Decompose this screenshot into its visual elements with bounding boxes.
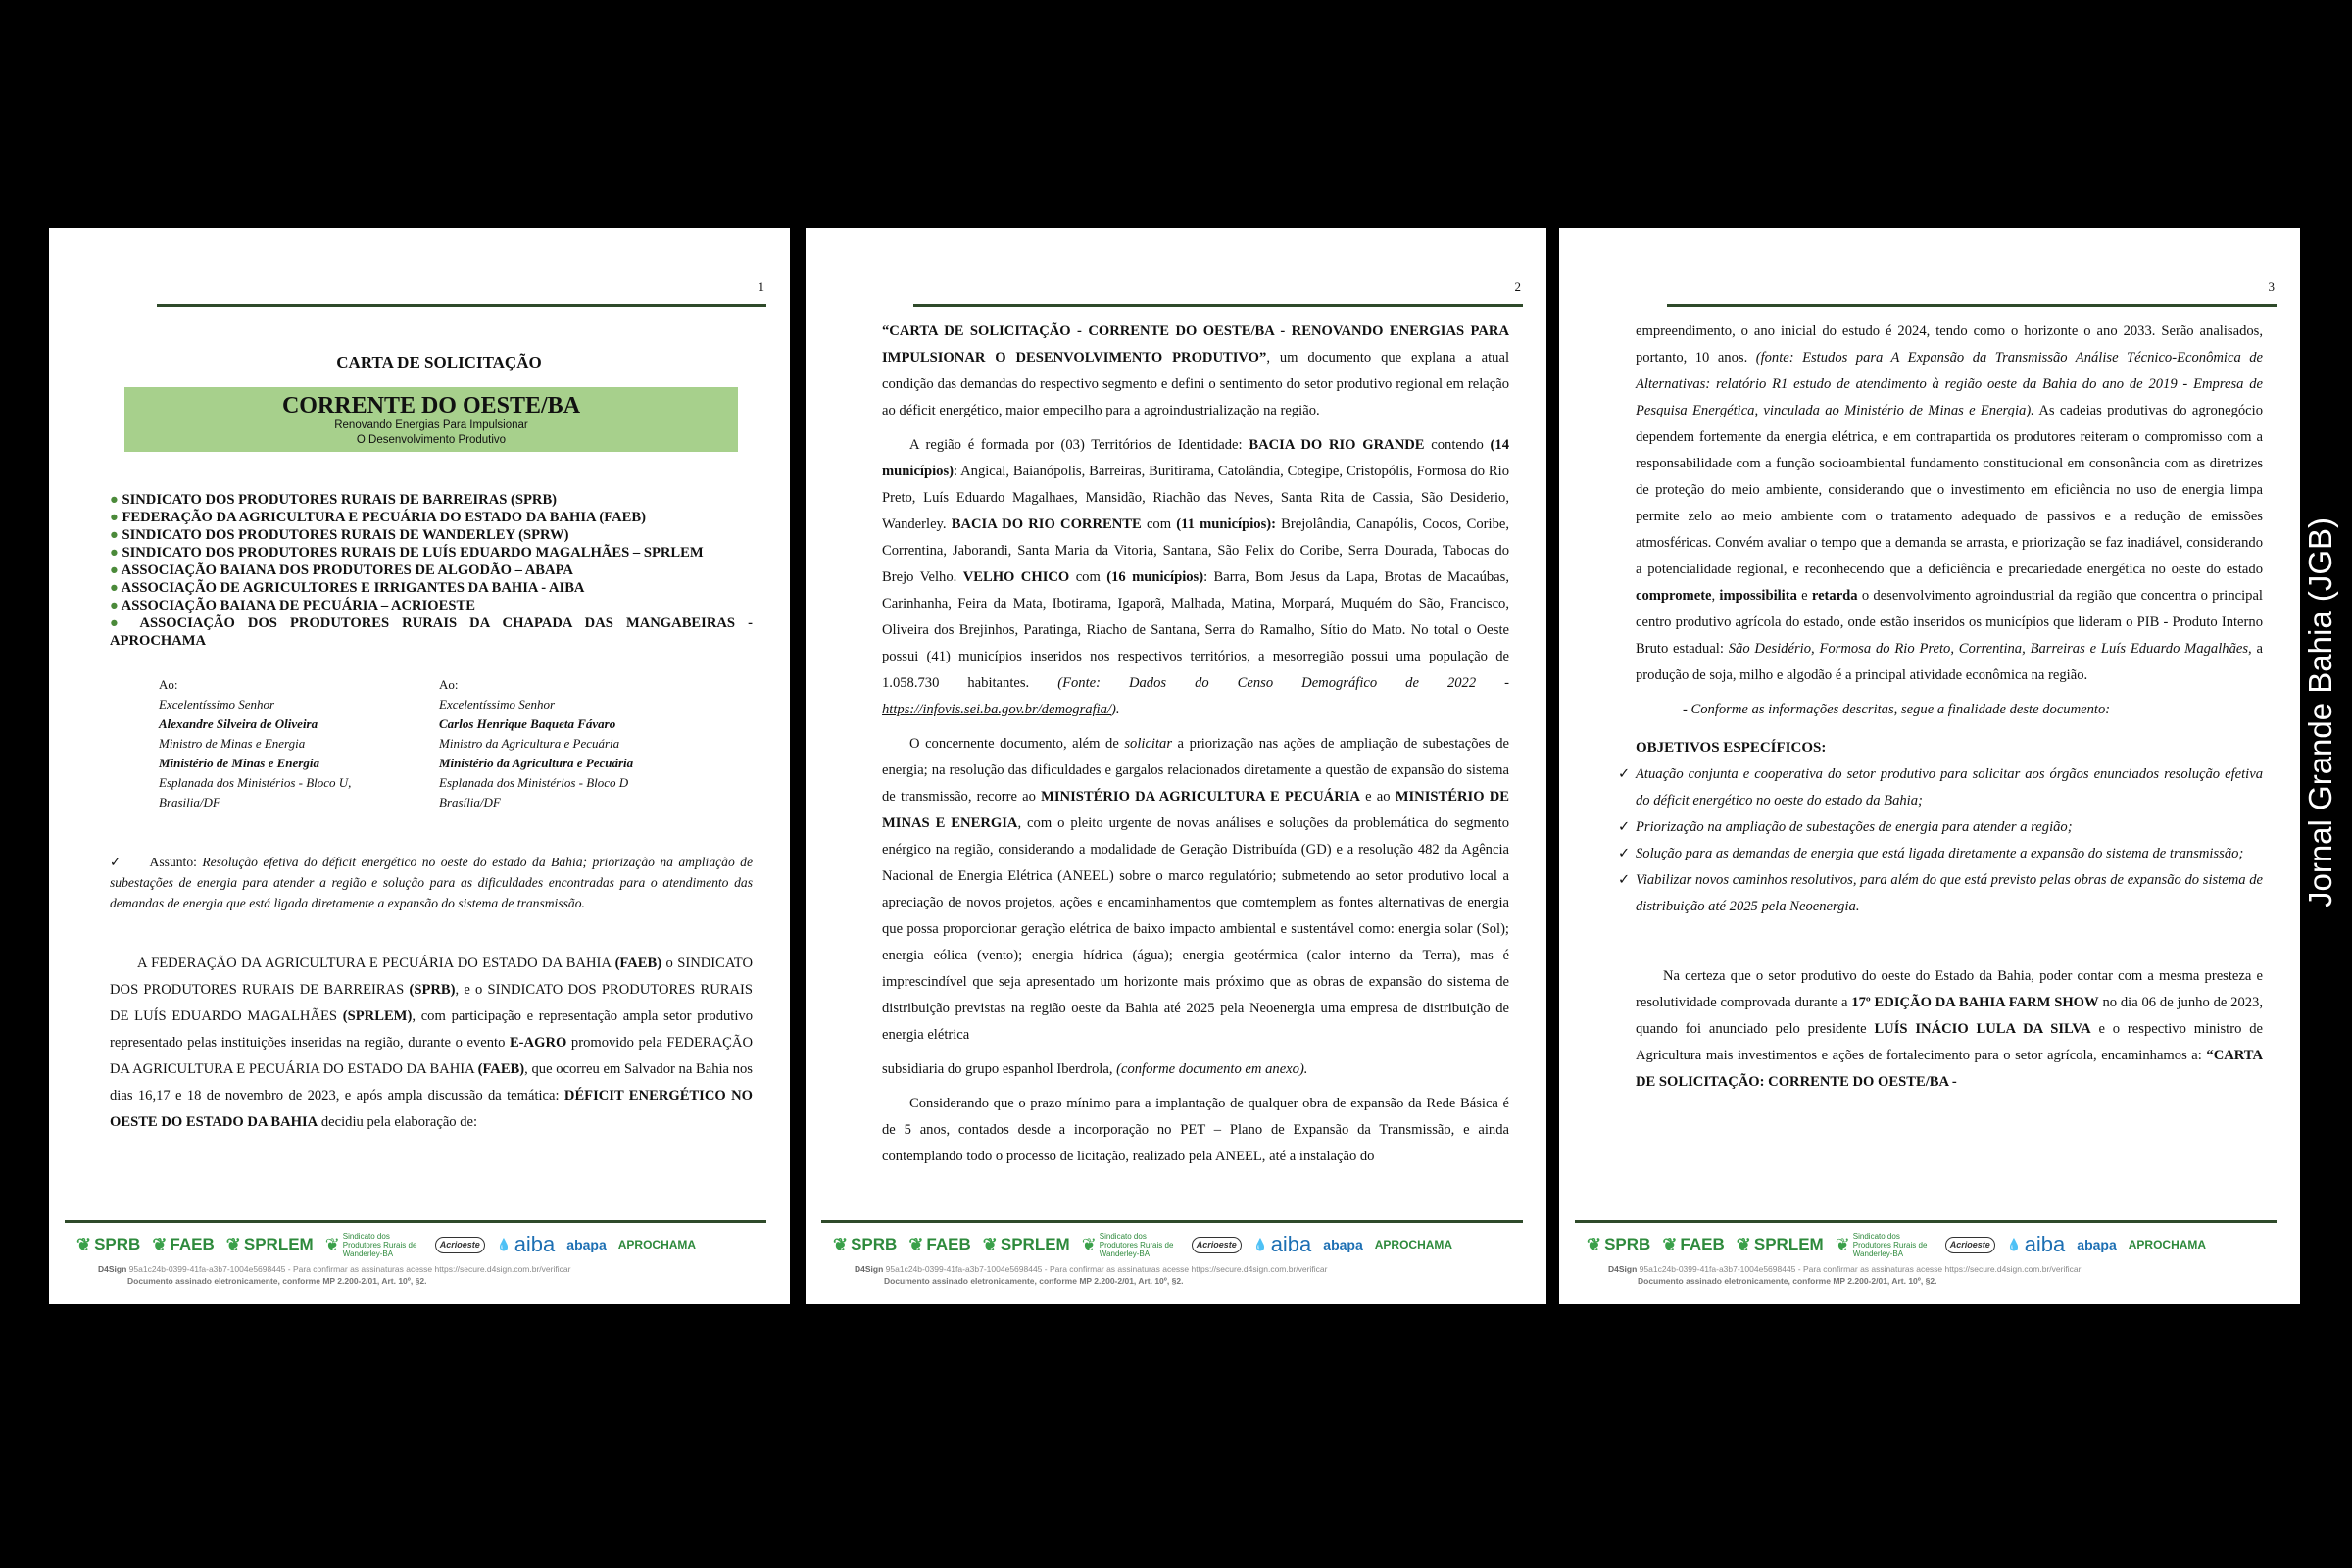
signature-verification	[855, 1263, 1537, 1287]
logo-acrioeste: Acrioeste	[1945, 1237, 1995, 1253]
text-run: VELHO CHICO	[962, 569, 1070, 585]
text-run: : Angical, Baianópolis, Barreiras, Buritirama, Catolândia, Cotegipe, Cristopólis, Formosa do Rio Preto, Luís Eduardo Magalhaes, Mansidão, Riachão das Neves, Santa Rita de Cassia, São Desiderio, Wanderley.	[882, 464, 1509, 532]
text-run: contendo	[1424, 437, 1491, 453]
text-run: BACIA DO RIO CORRENTE	[951, 516, 1142, 532]
page-number: 1	[758, 279, 764, 294]
text-run: com	[1141, 516, 1177, 532]
text-run: São Desidério, Formosa do Rio Preto, Correntina, Barreiras e Luís Eduardo Magalhães	[1728, 641, 2249, 657]
bullet-icon: ●	[110, 563, 122, 578]
page-content	[882, 318, 1509, 1178]
body-paragraph	[882, 731, 1509, 1049]
logo-aiba: 💧 aiba	[496, 1232, 556, 1256]
text-run: (16 municípios)	[1106, 569, 1204, 585]
d4sign-label: D4Sign	[855, 1264, 884, 1274]
header-rule	[157, 304, 766, 307]
bullet-icon: ●	[110, 580, 122, 596]
text-run: ,	[1711, 588, 1720, 604]
d4sign-link[interactable]: 95a1c24b-0399-41fa-a3b7-1004e5698445 - Para confirmar as assinaturas acesse https://secure.d4sign.com.br/verificar	[1639, 1264, 2082, 1274]
bullet-icon: ●	[110, 545, 122, 561]
text-run: 17º EDIÇÃO DA BAHIA FARM SHOW	[1851, 995, 2099, 1010]
logo-abapa: abapa	[1323, 1237, 1363, 1252]
letter-title: CARTA DE SOLICITAÇÃO	[336, 353, 542, 371]
banner-title: CORRENTE DO OESTE/BA	[281, 393, 581, 418]
text-run: A região é formada por (03) Territórios de Identidade:	[909, 437, 1250, 453]
text-run: subsidiaria do grupo espanhol Iberdrola,	[882, 1061, 1117, 1077]
signed-note: Documento assinado eletronicamente, conforme MP 2.200-2/01, Art. 10º, §2.	[1638, 1276, 1937, 1286]
leaf-icon: ❦	[152, 1235, 168, 1254]
objective-item: ✓ Solução para as demandas de energia que está ligada diretamente a expansão do sistema de transmissão;	[1636, 841, 2263, 867]
document-page-1	[49, 228, 790, 1304]
logo-sindicato: ❦ Sindicato dos Produtores Rurais de Wanderley-BA	[1081, 1231, 1174, 1258]
partner-logos	[76, 1230, 780, 1259]
leaf-icon: ❦	[908, 1235, 924, 1254]
document-page-3	[1559, 228, 2300, 1304]
leaf-icon: ❦	[833, 1235, 849, 1254]
logo-sprb: ❦ SPRB	[833, 1235, 898, 1254]
text-run: : Barra, Bom Jesus da Lapa, Brotas de Macaúbas, Carinhanha, Feira da Mata, Ibotirama, Igaporã, Malhada, Matina, Morpará, Muquém do São, Francisco, Oliveira dos Brejinhos, Paratinga, Riacho de Santana, Serra do Ramalho, Sítio do Mato. No total o Oeste possui (41) municípios inseridos nos respectivos territórios, a mesorregião possui uma população de 1.058.730 habitantes.	[882, 569, 1509, 691]
text-run: (conforme documento em anexo).	[1116, 1061, 1308, 1077]
objectives-heading: OBJETIVOS ESPECÍFICOS:	[1636, 740, 1827, 756]
subject-label: Assunto:	[149, 855, 197, 869]
text-run: , a produção de soja, milho e algodão é a principal atividade econômica na região.	[1636, 641, 2263, 683]
body-paragraph	[882, 1056, 1509, 1083]
body-paragraph	[1636, 318, 2263, 689]
document-page-2	[806, 228, 1546, 1304]
page-footer	[833, 1230, 1537, 1287]
purpose-note: - Conforme as informações descritas, segue a finalidade deste documento:	[1683, 702, 2111, 717]
logo-aiba: 💧 aiba	[1252, 1232, 1312, 1256]
logo-sprlem: ❦ SPRLEM	[1736, 1235, 1824, 1254]
header-rule	[913, 304, 1523, 307]
logo-acrioeste: Acrioeste	[1192, 1237, 1242, 1253]
recipient-1: Ao: Excelentíssimo Senhor Alexandre Silveira de Oliveira Ministro de Minas e Energia Ministério de Minas e Energia Esplanada dos Ministérios - Bloco U, Brasilia/DF	[159, 675, 439, 812]
page-number: 3	[2268, 279, 2275, 294]
text-run: e o respectivo ministro de Agricultura mais investimentos e ações de fortalecimento para o setor agrícola, encaminhamos a:	[1636, 1021, 2264, 1063]
page-footer	[1587, 1230, 2290, 1287]
bullet-icon: ●	[110, 615, 140, 631]
text-run: Considerando que o prazo mínimo para a implantação de qualquer obra de expansão da Rede Básica é de 5 anos, contados desde a incorporação no PET – Plano de Expansão da Transmissão, e ainda contemplando todo o processo de licitação, realizado pela ANEEL, até a instalação do	[882, 1096, 1509, 1164]
body-paragraph	[882, 432, 1509, 723]
bullet-icon: ●	[110, 492, 122, 508]
leaf-icon: ❦	[1081, 1234, 1097, 1254]
text-run: o SINDICATO DOS PRODUTORES RURAIS DE BARREIRAS	[110, 956, 754, 998]
text-run: As cadeias produtivas do agronegócio dependem fortemente da energia elétrica, e em contrapartida os produtores reiteram o compromisso com a responsabilidade com a função socioambiental fundamento constitucional em consonância com as diretrizes de proteção do meio ambiente, considerando que o investimento em eficiência no uso de energia limpa permite zelo ao meio ambiente com o tratamento adequado de passivos e a redução de emissões atmosféricas. Convém avaliar o tempo que a demanda se arrasta, e priorização se faz inadiável, considerando a potencialidade regional, e reconhecendo que a deficiência e precariedade energética no oeste do estado	[1636, 403, 2263, 577]
logo-acrioeste: Acrioeste	[435, 1237, 485, 1253]
logo-sindicato: ❦ Sindicato dos Produtores Rurais de Wanderley-BA	[324, 1231, 417, 1258]
leaf-icon: ❦	[1835, 1234, 1850, 1254]
text-run: , um documento que explana a atual condição das demandas do respectivo segmento e defini o sentimento do setor produtivo regional em relação ao déficit energético, maior empecilho para a agroindustrialização na região.	[882, 350, 1510, 418]
organization-item: ● FEDERAÇÃO DA AGRICULTURA E PECUÁRIA DO ESTADO DA BAHIA (FAEB)	[110, 510, 646, 525]
text-run: E-AGRO	[509, 1035, 567, 1051]
text-run: solicitar	[1124, 736, 1173, 752]
closing-paragraph	[1636, 963, 2263, 1096]
text-run: e	[1796, 588, 1812, 604]
text-run: (Fonte: Dados do Censo Demográfico de 2022 -	[1057, 675, 1509, 691]
text-run: , e o SINDICATO DOS PRODUTORES RURAIS DE LUÍS EDUARDO MAGALHÃES	[110, 982, 753, 1024]
recipient-name: Carlos Henrique Baqueta Fávaro	[439, 716, 616, 731]
signature-verification	[1608, 1263, 2290, 1287]
logo-abapa: abapa	[566, 1237, 607, 1252]
logo-aprochama: APROCHAMA	[617, 1238, 697, 1251]
text-run: ).	[1111, 702, 1120, 717]
body-paragraph	[882, 318, 1509, 424]
recipient-2: Ao: Excelentíssimo Senhor Carlos Henrique Baqueta Fávaro Ministro da Agricultura e Pecuária Ministério da Agricultura e Pecuária Esplanada dos Ministérios - Bloco D Brasília/DF	[439, 675, 719, 812]
text-run: empreendimento, o ano inicial do estudo é 2024, tendo como o horizonte o ano 2033. Serão analisados, portanto, 10 anos.	[1636, 323, 2263, 366]
drop-icon: 💧	[1252, 1238, 1268, 1251]
text-run: (SPRB)	[409, 982, 456, 998]
text-run: a priorização nas ações de ampliação de subestações de energia; na resolução das dificuldades e gargalos relacionados diretamente a questão de expansão do sistema de transmissão, recorre ao	[882, 736, 1510, 805]
organization-item: ● SINDICATO DOS PRODUTORES RURAIS DE BARREIRAS (SPRB)	[110, 492, 558, 508]
text-run: (SPRLEM)	[342, 1008, 413, 1024]
page-content	[1618, 318, 2264, 1103]
leaf-icon: ❦	[324, 1234, 340, 1254]
check-icon: ✓	[110, 855, 123, 869]
organization-item: ● ASSOCIAÇÃO DOS PRODUTORES RURAIS DA CHAPADA DAS MANGABEIRAS - APROCHAMA	[110, 615, 753, 649]
drop-icon: 💧	[496, 1238, 512, 1251]
footer-rule	[821, 1220, 1523, 1223]
text-run: LUÍS INÁCIO LULA DA SILVA	[1874, 1021, 2091, 1037]
logo-faeb: ❦ FAEB	[908, 1235, 971, 1254]
organization-item: ● SINDICATO DOS PRODUTORES RURAIS DE WANDERLEY (SPRW)	[110, 527, 569, 543]
logo-sprb: ❦ SPRB	[1587, 1235, 1651, 1254]
text-run: com	[1069, 569, 1107, 585]
source-link[interactable]: https://infovis.sei.ba.gov.br/demografia/	[882, 702, 1112, 717]
text-run: impossibilita	[1719, 588, 1797, 604]
text-run: promovido pela FEDERAÇÃO DA AGRICULTURA E PECUÁRIA DO ESTADO DA BAHIA	[110, 1035, 753, 1077]
text-run: (11 municípios):	[1176, 516, 1276, 532]
text-run: o desenvolvimento agroindustrial da região que concentra o principal centro produtivo agrícola do estado, onde estão inseridos os municípios que lideram o PIB - Produto Interno Bruto estadual:	[1636, 588, 2263, 657]
banner-subtitle-1: Renovando Energias Para Impulsionar	[334, 419, 528, 431]
logo-faeb: ❦ FAEB	[152, 1235, 215, 1254]
logo-aprochama: APROCHAMA	[2128, 1238, 2207, 1251]
bullet-icon: ●	[110, 510, 122, 525]
logo-sprb: ❦ SPRB	[76, 1235, 141, 1254]
signed-note: Documento assinado eletronicamente, conforme MP 2.200-2/01, Art. 10º, §2.	[884, 1276, 1184, 1286]
objective-item: ✓ Priorização na ampliação de subestações de energia para atender a região;	[1636, 814, 2263, 841]
check-icon: ✓	[1618, 846, 1631, 861]
leaf-icon: ❦	[1736, 1235, 1751, 1254]
text-run: , com participação e representação ampla setor produtivo representado pelas instituições inseridas na região, durante o evento	[110, 1008, 753, 1051]
check-icon: ✓	[1618, 766, 1631, 782]
text-run: A FEDERAÇÃO DA AGRICULTURA E PECUÁRIA DO ESTADO DA BAHIA	[137, 956, 615, 971]
organization-item: ● ASSOCIAÇÃO BAIANA DE PECUÁRIA – ACRIOESTE	[110, 598, 475, 613]
text-run: (14 municípios)	[882, 437, 1509, 479]
text-run: O concernente documento, além de	[909, 736, 1125, 752]
subject	[110, 852, 753, 913]
leaf-icon: ❦	[1662, 1235, 1678, 1254]
subject-text: Resolução efetiva do déficit energético no oeste do estado da Bahia; priorização na ampliação de subestações de energia para atender a região e solução para as dificuldades encontradas para o atendimento das demandas de energia que está ligada diretamente a expansão do sistema de transmissão.	[110, 855, 753, 910]
text-run: (FAEB)	[477, 1061, 525, 1077]
text-run: (fonte: Estudos para A Expansão da Transmissão Análise Técnico-Econômica de Alternativas: relatório R1 estudo de atendimento à região oeste da Bahia do ano de 2019 - Empresa de Pesquisa Energética, vinculada ao Ministério de Minas e Energia).	[1636, 350, 2263, 418]
watermark: Jornal Grande Bahia (JGB)	[2302, 516, 2338, 908]
text-run: MINISTÉRIO DE MINAS E ENERGIA	[882, 789, 1509, 831]
text-run: “CARTA DE SOLICITAÇÃO: CORRENTE DO OESTE/BA -	[1636, 1048, 2263, 1090]
text-run: (FAEB)	[614, 956, 662, 971]
organization-item: ● ASSOCIAÇÃO DE AGRICULTORES E IRRIGANTES DA BAHIA - AIBA	[110, 580, 585, 596]
recipient-name: Alexandre Silveira de Oliveira	[159, 716, 318, 731]
d4sign-link[interactable]: 95a1c24b-0399-41fa-a3b7-1004e5698445 - Para confirmar as assinaturas acesse https://secure.d4sign.com.br/verificar	[128, 1264, 571, 1274]
partner-logos	[1587, 1230, 2290, 1259]
recipients	[159, 675, 753, 812]
d4sign-label: D4Sign	[1608, 1264, 1638, 1274]
text-run: “CARTA DE SOLICITAÇÃO - CORRENTE DO OESTE/BA - RENOVANDO ENERGIAS PARA IMPULSIONAR O DESENVOLVIMENTO PRODUTIVO”	[882, 323, 1509, 366]
text-run: DÉFICIT ENERGÉTICO NO OESTE DO ESTADO DA BAHIA	[110, 1088, 753, 1130]
page-content	[110, 318, 754, 1136]
text-run: e ao	[1359, 789, 1396, 805]
text-run: , que ocorreu em Salvador na Bahia nos dias 16,17 e 18 de novembro de 2023, e após ampla discussão da temática:	[110, 1061, 753, 1103]
body-paragraph	[882, 1091, 1509, 1170]
logo-faeb: ❦ FAEB	[1662, 1235, 1725, 1254]
partner-logos	[833, 1230, 1537, 1259]
text-run: MINISTÉRIO DA AGRICULTURA E PECUÁRIA	[1041, 789, 1360, 805]
text-run: , com o pleito urgente de novas análises e soluções da problemática do segmento enérgico na região, considerando a modalidade de Geração Distribuída (GD) e a resolução 482 da Agência Nacional de Energia Elétrica (ANEEL) sobre o marco regulatório; submetendo ao setor produtivo local a apreciação de novos projetos, ações e encaminhamentos que comtemplem as fontes alternativas de energia que possa proporcionar geração elétrica de baixo impacto ambiental e sustentável como: energia solar (Sol); energia eólica (vento); energia hídrica (água); energia geotérmica (calor interno da Terra), mas é imprescindível que seja apresentado um horizonte mais próximo que as obras de expansão do sistema de distribuição previstas na região oeste da Bahia até 2025 pela Neoenergia uma empresa de distribuição de energia elétrica	[882, 815, 1510, 1043]
text-run: decidiu pela elaboração de:	[318, 1114, 478, 1130]
leaf-icon: ❦	[225, 1235, 241, 1254]
text-run: no dia 06 de junho de 2023, quando foi anunciado pelo presidente	[1636, 995, 2263, 1037]
organization-list	[110, 491, 753, 650]
signed-note: Documento assinado eletronicamente, conforme MP 2.200-2/01, Art. 10º, §2.	[127, 1276, 427, 1286]
text-run: BACIA DO RIO GRANDE	[1249, 437, 1425, 453]
leaf-icon: ❦	[982, 1235, 998, 1254]
logo-aiba: 💧 aiba	[2006, 1232, 2066, 1256]
leaf-icon: ❦	[1587, 1235, 1602, 1254]
page-footer	[76, 1230, 780, 1287]
logo-sindicato: ❦ Sindicato dos Produtores Rurais de Wanderley-BA	[1835, 1231, 1928, 1258]
body-paragraph	[110, 951, 753, 1136]
footer-rule	[65, 1220, 766, 1223]
logo-sprlem: ❦ SPRLEM	[982, 1235, 1070, 1254]
text-run: compromete	[1636, 588, 1712, 604]
text-run: Na certeza que o setor produtivo do oeste do Estado da Bahia, poder contar com a mesma presteza e resolutividade comprovada durante a	[1636, 968, 2263, 1010]
drop-icon: 💧	[2006, 1238, 2022, 1251]
organization-item: ● ASSOCIAÇÃO BAIANA DOS PRODUTORES DE ALGODÃO – ABAPA	[110, 563, 573, 578]
logo-abapa: abapa	[2077, 1237, 2117, 1252]
page-number: 2	[1514, 279, 1521, 294]
text-run: Brejolândia, Canapólis, Cocos, Coribe, Correntina, Jaborandi, Santa Maria da Vitoria, Santana, São Felix do Coribe, Serra Dourada, Tabocas do Brejo Velho.	[882, 516, 1510, 585]
d4sign-link[interactable]: 95a1c24b-0399-41fa-a3b7-1004e5698445 - Para confirmar as assinaturas acesse https://secure.d4sign.com.br/verificar	[885, 1264, 1328, 1274]
check-icon: ✓	[1618, 872, 1631, 888]
footer-rule	[1575, 1220, 2277, 1223]
check-icon: ✓	[1618, 819, 1631, 835]
header-rule	[1667, 304, 2277, 307]
leaf-icon: ❦	[76, 1235, 92, 1254]
objective-item: ✓ Atuação conjunta e cooperativa do setor produtivo para solicitar aos órgãos enunciados resolução efetiva do déficit energético no oeste do estado da Bahia;	[1636, 761, 2263, 814]
d4sign-label: D4Sign	[98, 1264, 127, 1274]
objective-item: ✓ Viabilizar novos caminhos resolutivos, para além do que está previsto pelas obras de expansão do sistema de distribuição até 2025 pela Neoenergia.	[1636, 867, 2263, 920]
signature-verification	[98, 1263, 780, 1287]
banner-subtitle-2: O Desenvolvimento Produtivo	[356, 434, 507, 446]
text-run: retarda	[1811, 588, 1858, 604]
title-banner	[124, 387, 738, 452]
organization-item: ● SINDICATO DOS PRODUTORES RURAIS DE LUÍS EDUARDO MAGALHÃES – SPRLEM	[110, 545, 704, 561]
logo-aprochama: APROCHAMA	[1374, 1238, 1453, 1251]
logo-sprlem: ❦ SPRLEM	[225, 1235, 314, 1254]
bullet-icon: ●	[110, 598, 122, 613]
bullet-icon: ●	[110, 527, 122, 543]
paragraphs	[1636, 318, 2263, 689]
